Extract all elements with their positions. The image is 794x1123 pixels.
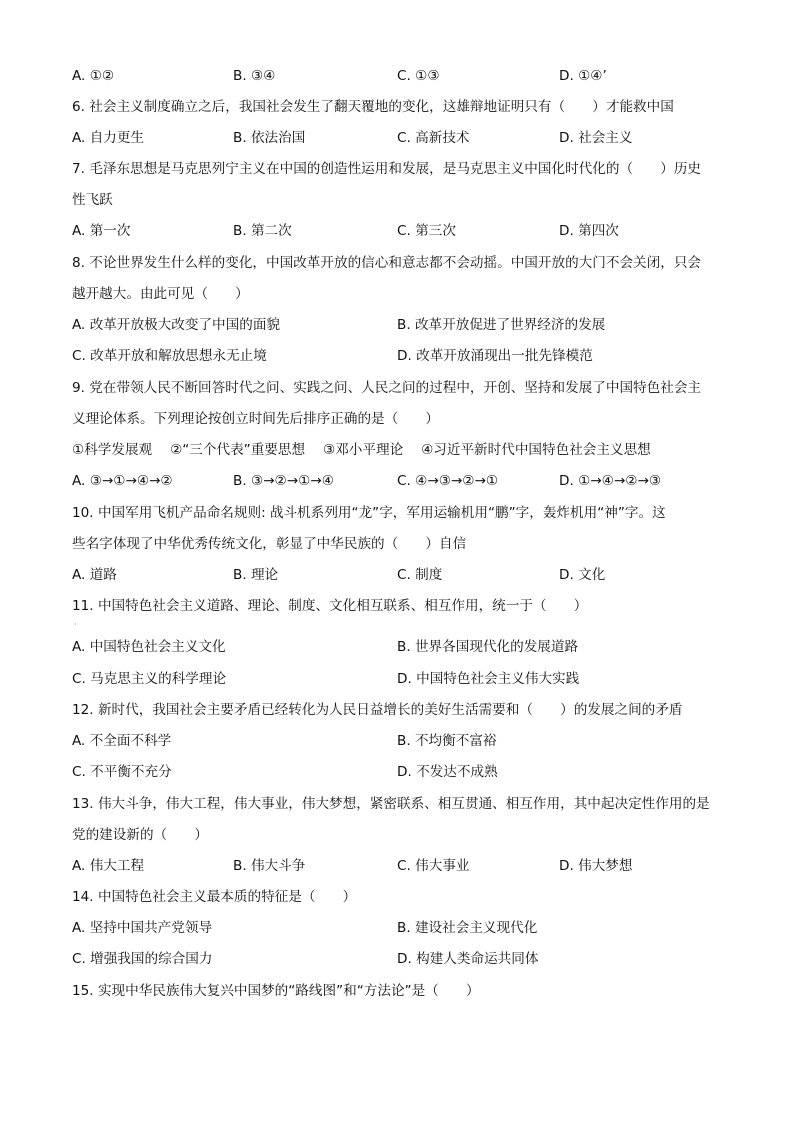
prev-option-b: B. ③④	[233, 68, 276, 84]
q8-stem-cont: 越开越大。由此可见（ ）	[72, 286, 249, 302]
q12-option-a: A. 不全面不科学	[72, 733, 172, 749]
q10-option-a: A. 道路	[72, 567, 117, 583]
q10-stem: 10. 中国军用飞机产品命名规则: 战斗机系列用“龙”字，军用运输机用“鹏”字，轰炸机用“神”字。这	[72, 505, 666, 521]
q12-option-d: D. 不发达不成熟	[397, 764, 498, 780]
q7-option-d: D. 第四次	[559, 223, 619, 239]
q9-option-a: A. ③→①→④→②	[72, 473, 173, 489]
q10-option-b: B. 理论	[233, 567, 279, 583]
q13-stem-cont: 党的建设新的（ ）	[72, 827, 208, 843]
q7-stem: 7. 毛泽东思想是马克思列宁主义在中国的创造性运用和发展，是马克思主义中国化时代化的（ ）历史	[72, 161, 702, 177]
q9-items: ①科学发展观 ②“三个代表”重要思想 ③邓小平理论 ④习近平新时代中国特色社会主义思想	[72, 442, 651, 458]
q13-option-a: A. 伟大工程	[72, 858, 145, 874]
q6-option-c: C. 高新技术	[397, 130, 470, 146]
q13-option-b: B. 伟大斗争	[233, 858, 306, 874]
q12-option-b: B. 不均衡不富裕	[397, 733, 497, 749]
q6-option-d: D. 社会主义	[559, 130, 633, 146]
q7-option-b: B. 第二次	[233, 223, 292, 239]
q8-stem: 8. 不论世界发生什么样的变化，中国改革开放的信心和意志都不会动摇。中国开放的大门不会关闭，只会	[72, 255, 702, 271]
q15-stem: 15. 实现中华民族伟大复兴中国梦的“路线图”和“方法论”是（ ）	[72, 983, 480, 999]
q14-stem: 14. 中国特色社会主义最本质的特征是（ ）	[72, 889, 357, 905]
q11-stem: 11. 中国特色社会主义道路、理论、制度、文化相互联系、相互作用，统一于（ ）	[72, 598, 588, 614]
q8-option-a: A. 改革开放极大改变了中国的面貌	[72, 317, 281, 333]
q11-option-c: C. 马克思主义的科学理论	[72, 671, 227, 687]
q9-option-b: B. ③→②→①→④	[233, 473, 334, 489]
q11-option-b: B. 世界各国现代化的发展道路	[397, 639, 579, 655]
q14-option-d: D. 构建人类命运共同体	[397, 951, 539, 967]
q10-option-c: C. 制度	[397, 567, 443, 583]
q10-stem-cont: 些名字体现了中华优秀传统文化，彰显了中华民族的（ ）自信	[72, 536, 467, 552]
q7-option-c: C. 第三次	[397, 223, 456, 239]
q13-option-c: C. 伟大事业	[397, 858, 470, 874]
q14-option-b: B. 建设社会主义现代化	[397, 920, 538, 936]
q6-stem: 6. 社会主义制度确立之后，我国社会发生了翻天覆地的变化，这雄辩地证明只有（ ）才能救中国	[72, 99, 674, 115]
q6-option-a: A. 自力更生	[72, 130, 145, 146]
q8-option-d: D. 改革开放涌现出一批先锋模范	[397, 348, 593, 364]
q8-option-b: B. 改革开放促进了世界经济的发展	[397, 317, 606, 333]
prev-option-d: D. ①④’	[559, 68, 607, 84]
q9-stem: 9. 党在带领人民不断回答时代之问、实践之问、人民之问的过程中，开创、坚持和发展了中国特色社会主	[72, 380, 702, 396]
q9-option-d: D. ①→④→②→③	[559, 473, 662, 489]
stray-mark: ·	[74, 620, 77, 629]
q12-stem: 12. 新时代，我国社会主要矛盾已经转化为人民日益增长的美好生活需要和（ ）的发展之间的矛盾	[72, 702, 683, 718]
q13-stem: 13. 伟大斗争，伟大工程，伟大事业，伟大梦想，紧密联系、相互贯通、相互作用，其中起决定性作用的是	[72, 796, 710, 812]
prev-option-c: C. ①③	[397, 68, 440, 84]
q13-option-d: D. 伟大梦想	[559, 858, 633, 874]
q14-option-a: A. 坚持中国共产党领导	[72, 920, 213, 936]
q11-option-a: A. 中国特色社会主义文化	[72, 639, 226, 655]
q7-stem-cont: 性飞跃	[72, 192, 113, 208]
q8-option-c: C. 改革开放和解放思想永无止境	[72, 348, 267, 364]
q11-option-d: D. 中国特色社会主义伟大实践	[397, 671, 580, 687]
q9-option-c: C. ④→③→②→①	[397, 473, 499, 489]
q12-option-c: C. 不平衡不充分	[72, 764, 172, 780]
q10-option-d: D. 文化	[559, 567, 606, 583]
q9-stem-cont: 义理论体系。下列理论按创立时间先后排序正确的是（ ）	[72, 411, 440, 427]
q14-option-c: C. 增强我国的综合国力	[72, 951, 213, 967]
prev-option-a: A. ①②	[72, 68, 115, 84]
q7-option-a: A. 第一次	[72, 223, 131, 239]
q6-option-b: B. 依法治国	[233, 130, 306, 146]
